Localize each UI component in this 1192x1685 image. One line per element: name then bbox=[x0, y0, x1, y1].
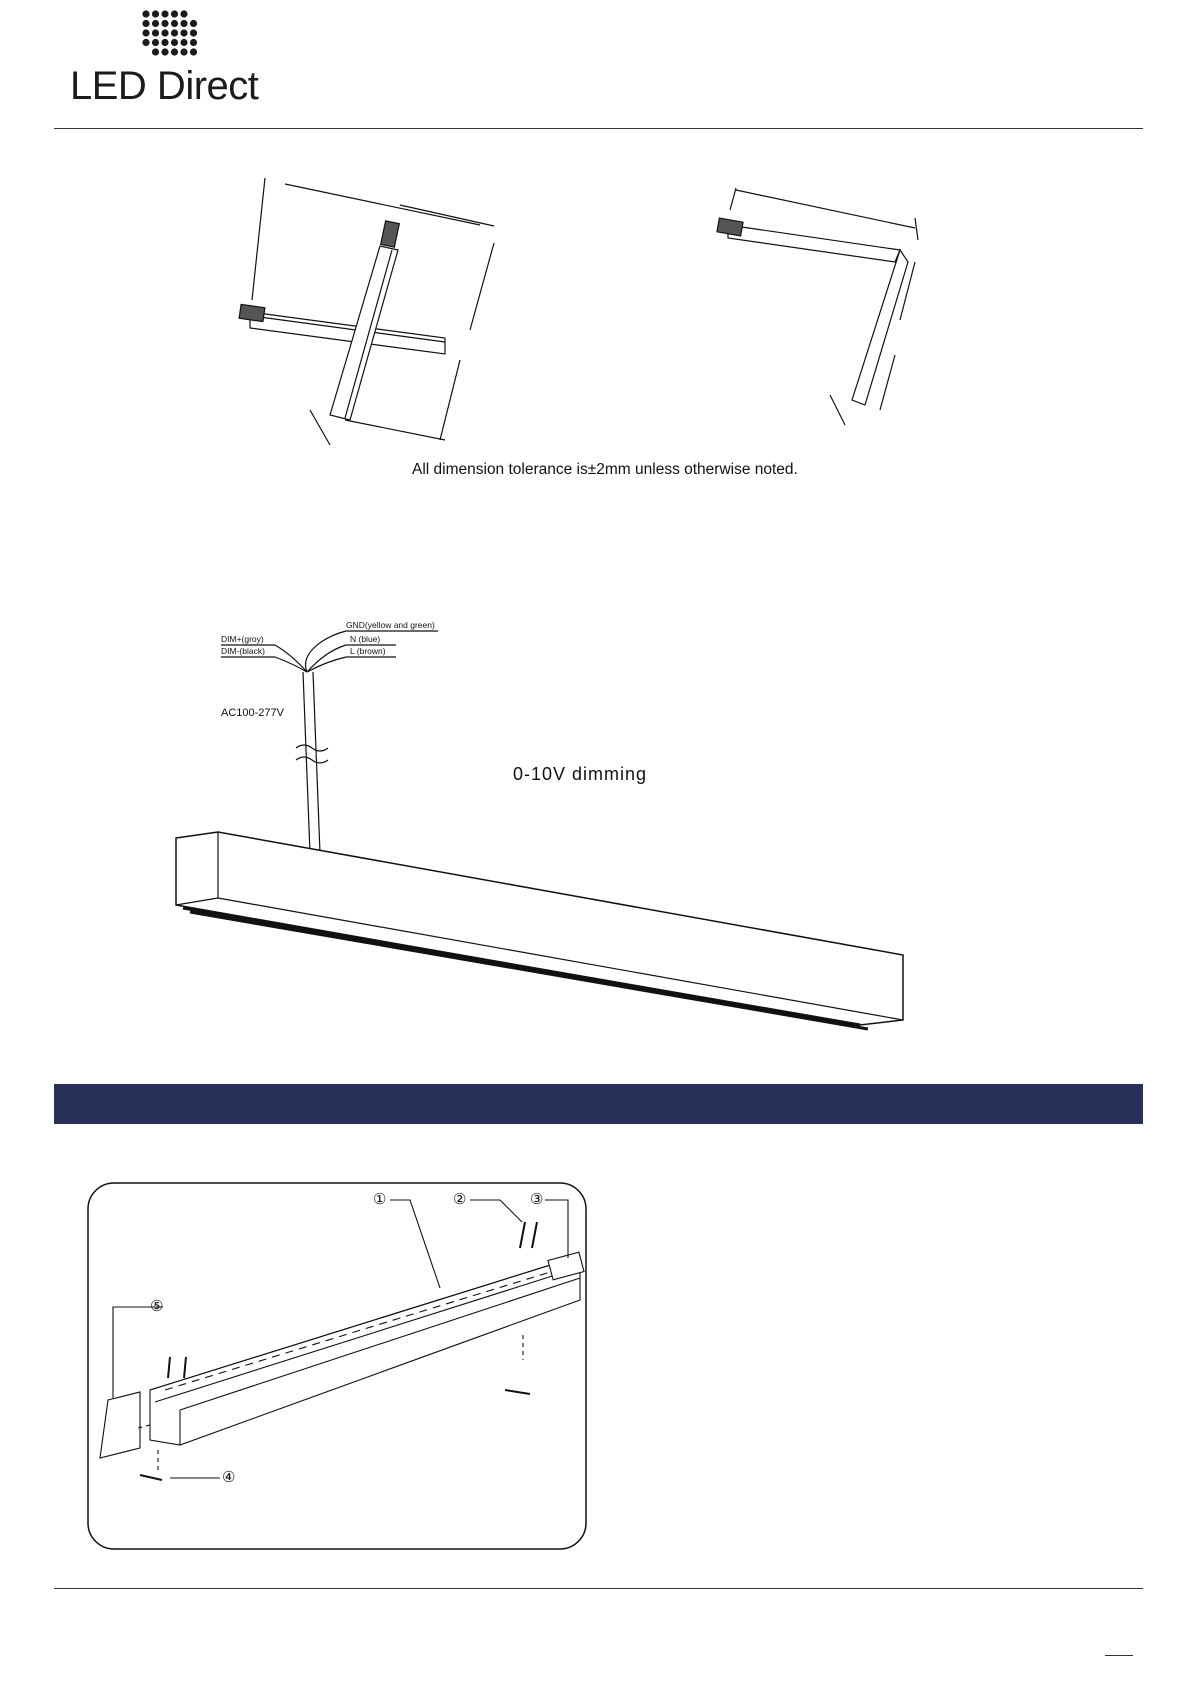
wire-label-gnd: GND(yellow and green) bbox=[346, 620, 435, 630]
wire-label-dim-minus: DIM-(black) bbox=[221, 646, 265, 656]
callout-3: ③ bbox=[530, 1191, 544, 1208]
callout-5: ⑤ bbox=[150, 1298, 164, 1315]
footer-divider bbox=[54, 1588, 1143, 1589]
page-number-underline bbox=[1105, 1655, 1133, 1656]
wire-label-dim-plus: DIM+(groy) bbox=[221, 634, 264, 644]
wire-label-l: L (brown) bbox=[350, 646, 386, 656]
voltage-label: AC100-277V bbox=[221, 707, 284, 719]
wire-label-n: N (blue) bbox=[350, 634, 381, 644]
tolerance-note: All dimension tolerance is±2mm unless otherwise noted. bbox=[412, 461, 798, 478]
callout-4: ④ bbox=[222, 1469, 236, 1486]
logo-text: LED Direct bbox=[70, 64, 259, 108]
callout-1: ① bbox=[373, 1191, 387, 1208]
callout-2: ② bbox=[453, 1191, 467, 1208]
dimming-label: 0-10V dimming bbox=[513, 764, 648, 784]
